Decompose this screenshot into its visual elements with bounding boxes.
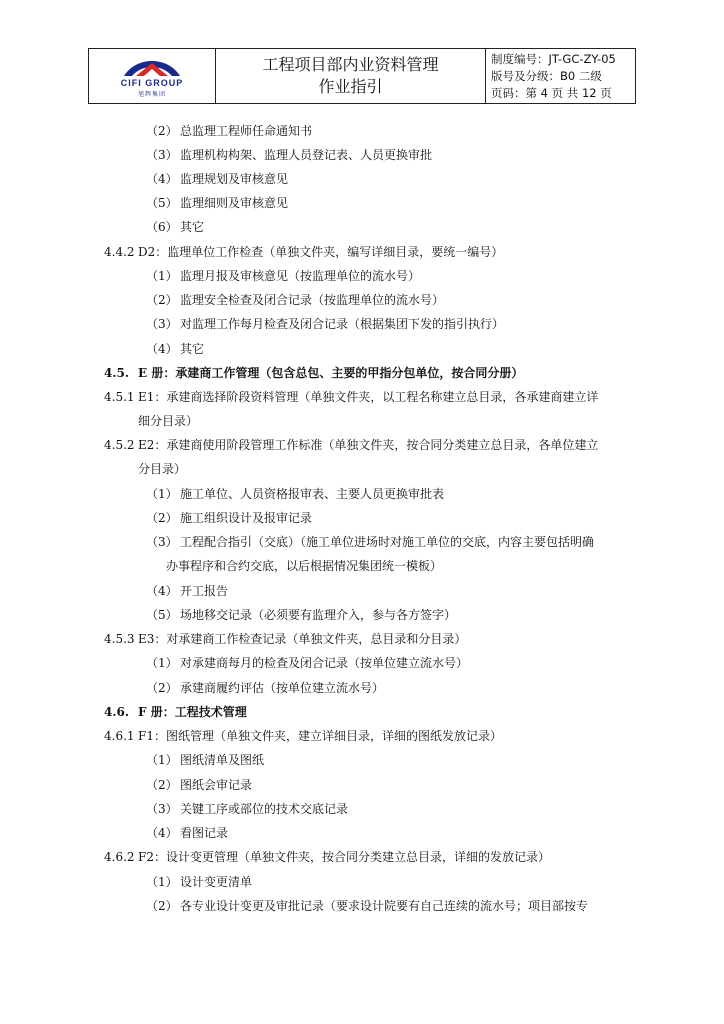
item-text: 工程配合指引（交底）（施工单位进场时对施工单位的交底，内容主要包括明确 <box>180 535 595 549</box>
item-text: 监理规划及审核意见 <box>180 172 289 186</box>
continuation-text: 细分目录） <box>138 414 199 428</box>
section-text: E3：对承建商工作检查记录（单独文件夹，总目录和分目录） <box>138 632 467 646</box>
continuation-text: 办事程序和合约交底，以后根据情况集团统一模板） <box>166 559 443 573</box>
item-text: 监理月报及审核意见（按监理单位的流水号） <box>180 269 421 283</box>
continuation-text: 分目录） <box>138 462 187 476</box>
page-number: 页码：第 4 页 共 12 页 <box>491 85 612 100</box>
item-text: 施工组织设计及报审记录 <box>180 511 313 525</box>
item-text: 看图记录 <box>180 826 229 840</box>
section-text: E1：承建商选择阶段资料管理（单独文件夹，以工程名称建立总目录，各承建商建立详 <box>138 390 599 404</box>
item-number: （1） <box>146 269 178 283</box>
heading-number: 4.5. <box>104 366 130 380</box>
item-text: 对监理工作每月检查及闭合记录（根据集团下发的指引执行） <box>180 317 505 331</box>
item-number: （2） <box>146 511 178 525</box>
item-text: 总监理工程师任命通知书 <box>180 124 313 138</box>
item-number: （4） <box>146 172 178 186</box>
heading-text: F 册：工程技术管理 <box>138 705 247 719</box>
item-number: （4） <box>146 342 178 356</box>
item-number: （4） <box>146 584 178 598</box>
item-number: （1） <box>146 656 178 670</box>
doc-version: 版号及分级：B0 二级 <box>491 68 602 83</box>
item-number: （1） <box>146 875 178 889</box>
section-text: F1：图纸管理（单独文件夹，建立详细目录，详细的图纸发放记录） <box>138 729 502 743</box>
item-number: （4） <box>146 826 178 840</box>
heading-number: 4.6. <box>104 705 130 719</box>
item-number: （5） <box>146 196 178 210</box>
heading-text: E 册：承建商工作管理（包含总包、主要的甲指分包单位，按合同分册） <box>138 366 524 380</box>
item-text: 施工单位、人员资格报审表、主要人员更换审批表 <box>180 487 445 501</box>
item-text: 承建商履约评估（按单位建立流水号） <box>180 681 385 695</box>
document-title <box>216 48 486 104</box>
logo-english-text: CIFI GROUP <box>120 78 184 88</box>
logo-cell <box>88 48 216 104</box>
item-text: 图纸会审记录 <box>180 778 253 792</box>
item-number: （1） <box>146 753 178 767</box>
section-number: 4.6.2 <box>104 850 135 864</box>
item-text: 其它 <box>180 342 205 356</box>
item-text: 其它 <box>180 220 205 234</box>
item-text: 监理细则及审核意见 <box>180 196 289 210</box>
item-number: （3） <box>146 802 178 816</box>
item-text: 设计变更清单 <box>180 875 253 889</box>
section-text: E2：承建商使用阶段管理工作标准（单独文件夹，按合同分类建立总目录，各单位建立 <box>138 438 599 452</box>
document-meta <box>486 48 636 104</box>
item-text: 对承建商每月的检查及闭合记录（按单位建立流水号） <box>180 656 469 670</box>
item-text: 场地移交记录（必须要有监理介入，参与各方签字） <box>180 608 457 622</box>
item-number: （5） <box>146 608 178 622</box>
item-number: （2） <box>146 124 178 138</box>
item-text: 监理机构构架、监理人员登记表、人员更换审批 <box>180 148 433 162</box>
logo-chinese-text: 旭辉集团 <box>137 92 166 98</box>
item-number: （3） <box>146 535 178 549</box>
item-number: （3） <box>146 317 178 331</box>
section-number: 4.6.1 <box>104 729 135 743</box>
item-text: 开工报告 <box>180 584 229 598</box>
section-number: 4.5.2 <box>104 438 135 452</box>
section-number: 4.5.1 <box>104 390 135 404</box>
cifi-logo-icon <box>122 54 182 80</box>
title-line-2: 作业指引 <box>318 77 383 96</box>
item-number: （2） <box>146 681 178 695</box>
item-number: （6） <box>146 220 178 234</box>
section-number: 4.4.2 <box>104 245 135 259</box>
item-number: （2） <box>146 778 178 792</box>
item-text: 各专业设计变更及审批记录（要求设计院要有自己连续的流水号；项目部按专 <box>180 899 589 913</box>
item-text: 图纸清单及图纸 <box>180 753 265 767</box>
item-text: 关键工序或部位的技术交底记录 <box>180 802 349 816</box>
item-number: （1） <box>146 487 178 501</box>
section-number: 4.5.3 <box>104 632 135 646</box>
title-line-1: 工程项目部内业资料管理 <box>262 55 439 74</box>
item-number: （3） <box>146 148 178 162</box>
item-number: （2） <box>146 293 178 307</box>
item-text: 监理安全检查及闭合记录（按监理单位的流水号） <box>180 293 445 307</box>
section-text: D2：监理单位工作检查（单独文件夹，编写详细目录，要统一编号） <box>138 245 504 259</box>
section-text: F2：设计变更管理（单独文件夹，按合同分类建立总目录，详细的发放记录） <box>138 850 550 864</box>
doc-number: 制度编号：JT-GC-ZY-05 <box>491 51 616 66</box>
item-number: （2） <box>146 899 178 913</box>
